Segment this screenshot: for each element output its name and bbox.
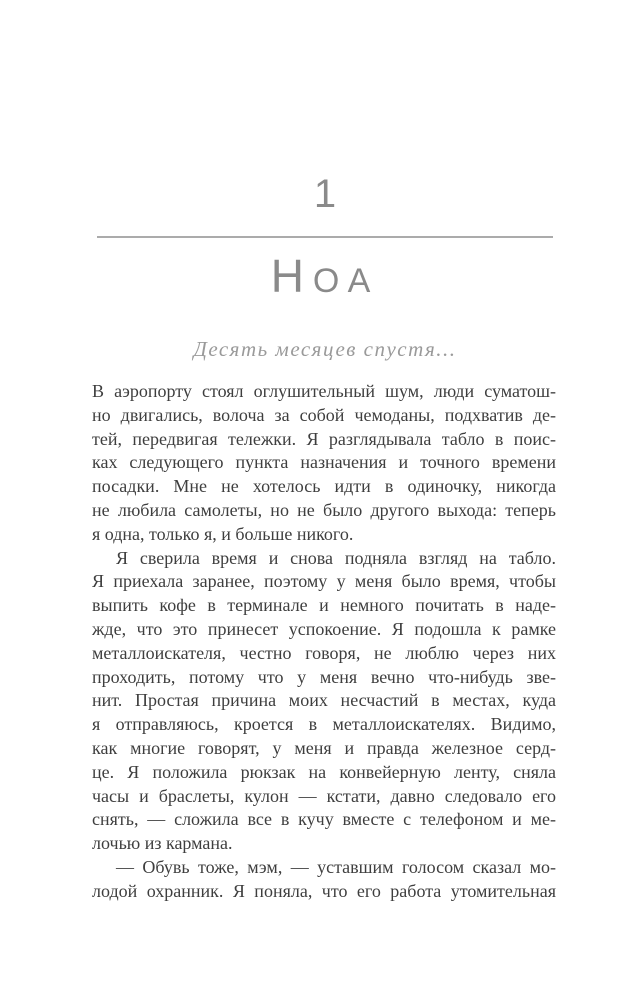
- text-line: ках следующего пункта назначения и точного времени: [92, 452, 556, 473]
- text-line: Я приехала заранее, поэтому у меня было время, чтобы: [92, 571, 556, 592]
- text-line: тей, передвигая тележки. Я разглядывала табло в поис-: [92, 428, 556, 449]
- body-text: [92, 380, 556, 904]
- text-line: проходить, потому что у меня вечно что-нибудь зве-: [92, 666, 556, 687]
- text-line: я одна, только я, и больше никого.: [92, 523, 354, 544]
- text-line: нит. Простая причина моих несчастий в местах, куда: [92, 690, 556, 711]
- text-line: я отправляюсь, кроется в металлоискателях. Видимо,: [92, 714, 556, 735]
- text-line: лодой охранник. Я поняла, что его работа утомительная: [92, 880, 556, 901]
- chapter-title: НОА: [270, 250, 380, 302]
- chapter-number: 1: [313, 172, 337, 216]
- text-line: металлоискателя, честно говоря, не люблю через них: [92, 642, 556, 663]
- text-line: лочью из кармана.: [92, 833, 233, 854]
- paragraph: [92, 547, 556, 856]
- text-line: не любила самолеты, но не было другого выхода: теперь: [92, 499, 556, 520]
- text-line: снять, — сложила все в кучу вместе с телефоном и ме-: [92, 809, 556, 830]
- text-line: жде, что это принесет успокоение. Я подошла к рамке: [92, 618, 556, 639]
- text-line: — Обувь тоже, мэм, — уставшим голосом сказал мо-: [116, 856, 556, 877]
- text-line: це. Я положила рюкзак на конвейерную ленту, сняла: [92, 761, 556, 782]
- chapter-divider-rule: [97, 236, 553, 238]
- text-line: Я сверила время и снова подняла взгляд на табло.: [116, 547, 556, 568]
- text-line: В аэропорту стоял оглушительный шум, люди суматош-: [92, 381, 556, 401]
- paragraph: [92, 380, 556, 547]
- text-line: выпить кофе в терминале и немного почитать в наде-: [92, 595, 556, 616]
- text-line: посадки. Мне не хотелось идти в одиночку, никогда: [92, 476, 556, 497]
- text-line: как многие говорят, у меня и правда железное серд-: [92, 737, 556, 758]
- paragraph: [92, 856, 556, 904]
- text-line: но двигались, волоча за собой чемоданы, подхватив де-: [92, 404, 556, 425]
- text-line: часы и браслеты, кулон — кстати, давно следовало его: [92, 785, 556, 806]
- chapter-subtitle: Десять месяцев спустя...: [193, 337, 457, 361]
